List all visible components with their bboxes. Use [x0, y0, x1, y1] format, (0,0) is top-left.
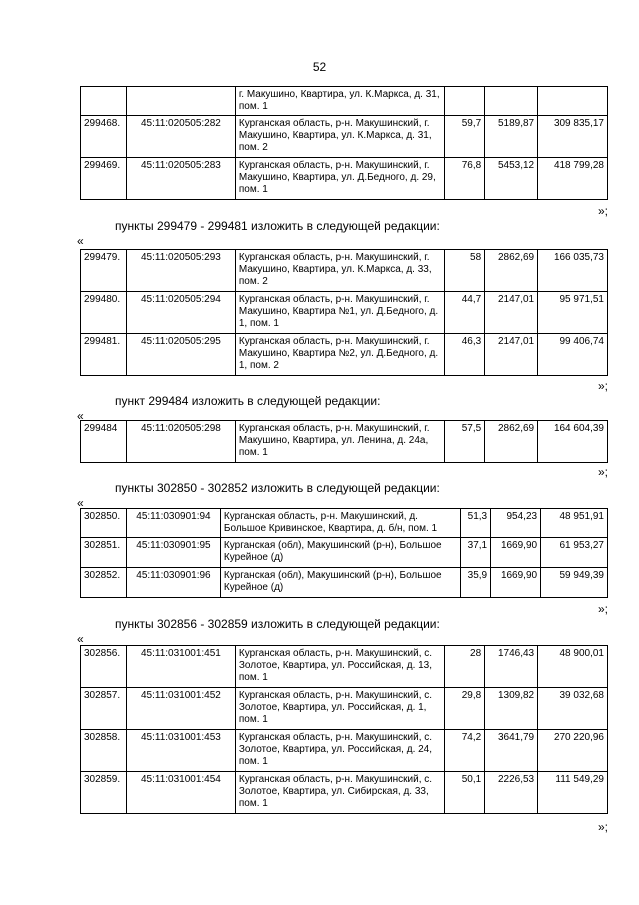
address: Курганская область, р-н. Макушинский, с. Золотое, Квартира, ул. Сибирская, д. 33, пом. 1 [235, 772, 444, 814]
address: Курганская область, р-н. Макушинский, г. Макушино, Квартира, ул. К.Маркса, д. 31, пом. 2 [235, 116, 444, 158]
table-row [81, 646, 608, 688]
table-row [81, 772, 608, 814]
closing-quote: »; [598, 820, 609, 834]
total-value: 99 406,74 [538, 334, 608, 376]
row-number: 299468. [81, 116, 127, 158]
total-value [538, 87, 608, 116]
closing-quote: »; [598, 204, 609, 218]
address: Курганская область, р-н. Макушинский, с. Золотое, Квартира, ул. Российская, д. 1, пом. 1 [235, 688, 444, 730]
address: Курганская область, р-н. Макушинский, с. Золотое, Квартира, ул. Российская, д. 24, пом. 1 [235, 730, 444, 772]
cadastral-number: 45:11:030901:95 [126, 538, 220, 568]
cadastral-number: 45:11:020505:294 [126, 292, 235, 334]
closing-quote: »; [598, 379, 609, 393]
row-number: 302852. [81, 568, 127, 598]
page-number: 52 [312, 60, 327, 74]
row-number: 299479. [81, 250, 127, 292]
unit-price: 1309,82 [485, 688, 538, 730]
amendment-text: пункт 299484 изложить в следующей редакции: [115, 394, 381, 408]
unit-price: 1669,90 [491, 568, 541, 598]
area: 37,1 [461, 538, 491, 568]
opening-quote: « [77, 632, 84, 646]
total-value: 59 949,39 [541, 568, 608, 598]
cadastral-number [126, 87, 235, 116]
closing-quote: »; [598, 602, 609, 616]
area: 28 [445, 646, 485, 688]
total-value: 164 604,39 [538, 421, 608, 463]
address: Курганская область, р-н. Макушинский, г. Макушино, Квартира, ул. Д.Бедного, д. 29, пом. 1 [235, 158, 444, 200]
table-row [81, 292, 608, 334]
unit-price: 2862,69 [485, 421, 538, 463]
amendment-text: пункты 299479 - 299481 изложить в следующей редакции: [115, 219, 440, 233]
area: 76,8 [445, 158, 485, 200]
table-row [81, 87, 608, 116]
cadastral-number: 45:11:031001:453 [126, 730, 235, 772]
cadastral-number: 45:11:031001:454 [126, 772, 235, 814]
unit-price: 3641,79 [485, 730, 538, 772]
property-table-continued [80, 86, 608, 200]
address: Курганская область, р-н. Макушинский, д. Большое Кривинское, Квартира, д. б/н, пом. 1 [220, 509, 460, 538]
unit-price: 2147,01 [485, 334, 538, 376]
cadastral-number: 45:11:031001:451 [126, 646, 235, 688]
table-row [81, 421, 608, 463]
unit-price: 1746,43 [485, 646, 538, 688]
total-value: 166 035,73 [538, 250, 608, 292]
unit-price [485, 87, 538, 116]
table-row [81, 158, 608, 200]
unit-price: 5189,87 [485, 116, 538, 158]
address: г. Макушино, Квартира, ул. К.Маркса, д. 31, пом. 1 [235, 87, 444, 116]
area: 58 [445, 250, 485, 292]
area: 59,7 [445, 116, 485, 158]
row-number: 299481. [81, 334, 127, 376]
total-value: 61 953,27 [541, 538, 608, 568]
total-value: 309 835,17 [538, 116, 608, 158]
unit-price: 2226,53 [485, 772, 538, 814]
unit-price: 954,23 [491, 509, 541, 538]
area: 44,7 [445, 292, 485, 334]
table-row [81, 334, 608, 376]
total-value: 111 549,29 [538, 772, 608, 814]
table-row [81, 538, 608, 568]
total-value: 95 971,51 [538, 292, 608, 334]
row-number: 302859. [81, 772, 127, 814]
address: Курганская (обл), Макушинский (р-н), Большое Курейное (д) [220, 568, 460, 598]
property-table [80, 249, 608, 376]
row-number: 299469. [81, 158, 127, 200]
address: Курганская область, р-н. Макушинский, с. Золотое, Квартира, ул. Российская, д. 13, пом. 1 [235, 646, 444, 688]
cadastral-number: 45:11:020505:282 [126, 116, 235, 158]
address: Курганская область, р-н. Макушинский, г. Макушино, Квартира №2, ул. Д.Бедного, д. 1, пом. 2 [235, 334, 444, 376]
row-number: 299480. [81, 292, 127, 334]
area [445, 87, 485, 116]
unit-price: 2862,69 [485, 250, 538, 292]
cadastral-number: 45:11:020505:298 [126, 421, 235, 463]
total-value: 48 951,91 [541, 509, 608, 538]
cadastral-number: 45:11:031001:452 [126, 688, 235, 730]
row-number: 302857. [81, 688, 127, 730]
unit-price: 1669,90 [491, 538, 541, 568]
closing-quote: »; [598, 465, 609, 479]
unit-price: 5453,12 [485, 158, 538, 200]
cadastral-number: 45:11:020505:293 [126, 250, 235, 292]
property-table [80, 645, 608, 814]
area: 29,8 [445, 688, 485, 730]
property-table [80, 508, 608, 598]
area: 35,9 [461, 568, 491, 598]
cadastral-number: 45:11:030901:96 [126, 568, 220, 598]
row-number: 302850. [81, 509, 127, 538]
amendment-text: пункты 302856 - 302859 изложить в следующей редакции: [115, 617, 440, 631]
row-number [81, 87, 127, 116]
table-row [81, 568, 608, 598]
address: Курганская (обл), Макушинский (р-н), Большое Курейное (д) [220, 538, 460, 568]
total-value: 39 032,68 [538, 688, 608, 730]
address: Курганская область, р-н. Макушинский, г. Макушино, Квартира, ул. К.Маркса, д. 33, пом. 2 [235, 250, 444, 292]
opening-quote: « [77, 496, 84, 510]
table-row [81, 730, 608, 772]
cadastral-number: 45:11:020505:295 [126, 334, 235, 376]
total-value: 418 799,28 [538, 158, 608, 200]
amendment-text: пункты 302850 - 302852 изложить в следующей редакции: [115, 481, 440, 495]
area: 51,3 [461, 509, 491, 538]
address: Курганская область, р-н. Макушинский, г. Макушино, Квартира, ул. Ленина, д. 24а, пом. 1 [235, 421, 444, 463]
table-row [81, 250, 608, 292]
opening-quote: « [77, 409, 84, 423]
table-row [81, 688, 608, 730]
opening-quote: « [77, 234, 84, 248]
cadastral-number: 45:11:030901:94 [126, 509, 220, 538]
cadastral-number: 45:11:020505:283 [126, 158, 235, 200]
area: 74,2 [445, 730, 485, 772]
address: Курганская область, р-н. Макушинский, г. Макушино, Квартира №1, ул. Д.Бедного, д. 1, пом. 1 [235, 292, 444, 334]
table-row [81, 116, 608, 158]
area: 50,1 [445, 772, 485, 814]
row-number: 302856. [81, 646, 127, 688]
property-table [80, 420, 608, 463]
unit-price: 2147,01 [485, 292, 538, 334]
row-number: 299484 [81, 421, 127, 463]
row-number: 302858. [81, 730, 127, 772]
total-value: 270 220,96 [538, 730, 608, 772]
total-value: 48 900,01 [538, 646, 608, 688]
row-number: 302851. [81, 538, 127, 568]
area: 57,5 [445, 421, 485, 463]
area: 46,3 [445, 334, 485, 376]
table-row [81, 509, 608, 538]
